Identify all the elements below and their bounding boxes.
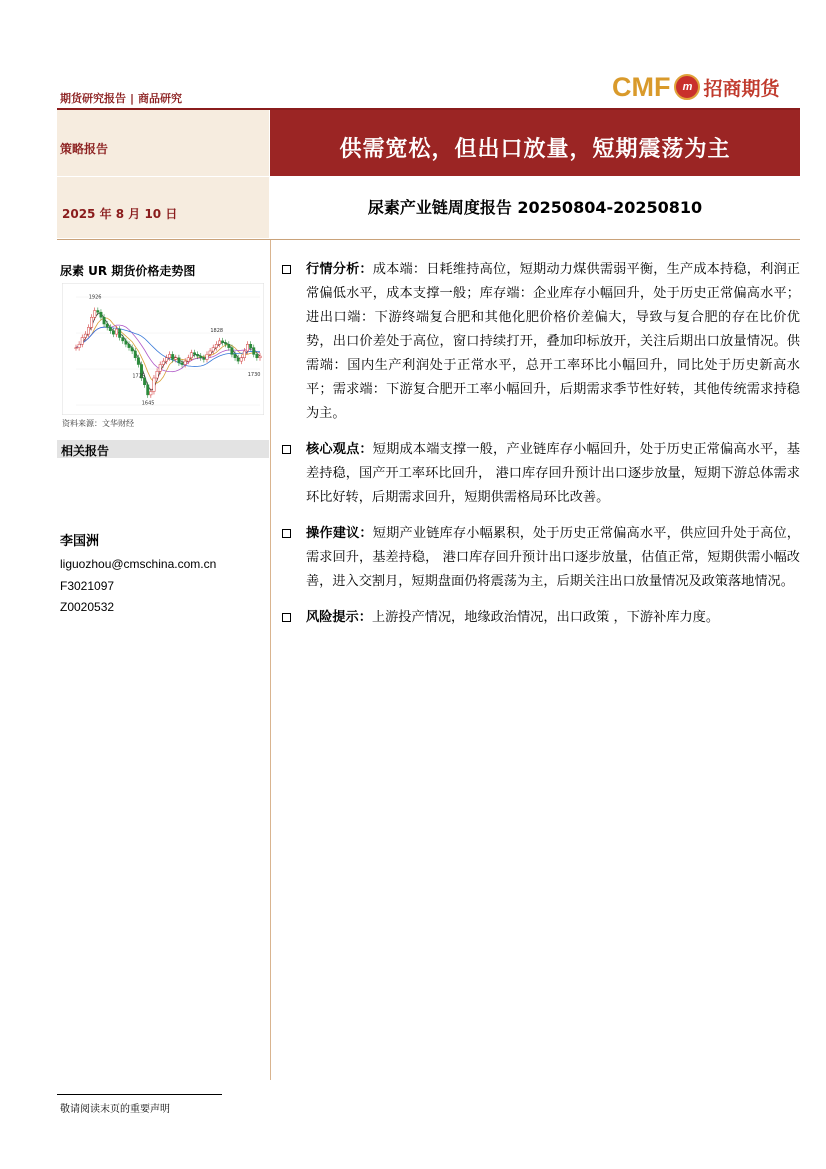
section-risk-warning bbox=[280, 606, 800, 630]
candle-body bbox=[231, 348, 233, 355]
candle-body bbox=[237, 358, 239, 361]
candle-body bbox=[253, 348, 255, 355]
candle-body bbox=[168, 354, 170, 357]
logo-company-name: 招商期货 bbox=[703, 77, 780, 100]
candle-body bbox=[122, 338, 124, 341]
candle-body bbox=[103, 317, 105, 324]
candle-body bbox=[256, 354, 258, 357]
title-rule bbox=[57, 239, 800, 240]
chart-source: 资料来源：文华财经 bbox=[62, 419, 134, 428]
candle-body bbox=[159, 365, 161, 372]
candle-body bbox=[184, 361, 186, 364]
candle-body bbox=[203, 358, 205, 360]
price-label: 1828 bbox=[210, 327, 224, 334]
report-type-b: 商品研究 bbox=[138, 92, 183, 105]
candle-body bbox=[249, 344, 251, 347]
candle-body bbox=[228, 344, 230, 347]
candle-body bbox=[156, 371, 158, 378]
report-category: 策略报告 bbox=[60, 142, 109, 156]
candle-body bbox=[128, 344, 130, 347]
section-text: 短期产业链库存小幅累积，处于历史正常偏高水平，供应回升处于高位，需求回升，基差持稳， 港口库存回升预计出口逐步放量，估值正常，短期供需小幅改善，进入交割月，短期盘面仍将震荡为主，后期关注出口放量情况及政策落地情况。 bbox=[306, 526, 800, 589]
column-divider bbox=[270, 240, 271, 1080]
price-chart-svg bbox=[62, 283, 264, 415]
candle-body bbox=[106, 324, 108, 327]
candle-body bbox=[115, 329, 117, 334]
candle-body bbox=[190, 353, 192, 358]
candle-body bbox=[196, 354, 198, 356]
section-text: 短期成本端支撑一般，产业链库存小幅回升，处于历史正常偏高水平，基差持稳，国产开工率环比回升， 港口库存回升预计出口逐步放量，短期下游总体需求环比好转，后期需求回升，短期供需格局环比改善。 bbox=[306, 442, 800, 505]
checkbox-bullet-icon bbox=[282, 529, 291, 538]
candle-body bbox=[209, 351, 211, 354]
candle-body bbox=[94, 311, 96, 318]
related-reports-header: 相关报告 bbox=[57, 440, 269, 458]
company-logo bbox=[612, 70, 780, 104]
candle-body bbox=[206, 354, 208, 359]
candle-body bbox=[171, 354, 173, 359]
candle-body bbox=[162, 361, 164, 364]
candle-body bbox=[84, 334, 86, 337]
separator: | bbox=[130, 92, 135, 105]
price-label: 1730 bbox=[247, 371, 261, 378]
section-operation-advice bbox=[280, 522, 800, 594]
candle-body bbox=[246, 344, 248, 351]
candle-body bbox=[81, 338, 83, 345]
candle-body bbox=[212, 348, 214, 351]
section-core-view bbox=[280, 438, 800, 510]
candle-body bbox=[221, 341, 223, 343]
checkbox-bullet-icon bbox=[282, 613, 291, 622]
logo-badge-icon: m bbox=[674, 74, 700, 100]
candle-body bbox=[87, 327, 89, 334]
candle-body bbox=[178, 358, 180, 363]
candle-body bbox=[234, 354, 236, 357]
main-content bbox=[280, 258, 800, 642]
candle-body bbox=[165, 358, 167, 361]
report-type bbox=[60, 90, 182, 106]
candle-body bbox=[97, 311, 99, 313]
page-title: 供需宽松，但出口放量，短期震荡为主 bbox=[339, 136, 731, 162]
candle-body bbox=[240, 358, 242, 361]
candle-body bbox=[109, 327, 111, 330]
checkbox-bullet-icon bbox=[282, 265, 291, 274]
candle-body bbox=[215, 344, 217, 347]
meta-divider bbox=[57, 176, 269, 177]
candle-body bbox=[125, 341, 127, 344]
page-subtitle: 尿素产业链周度报告 20250804-20250810 bbox=[367, 198, 703, 217]
report-date: 2025 年 8 月 10 日 bbox=[62, 207, 178, 221]
price-label: 1645 bbox=[141, 400, 155, 407]
chart-title: 尿素 UR 期货价格走势图 bbox=[60, 264, 196, 278]
candle-body bbox=[218, 341, 220, 344]
candle-body bbox=[118, 329, 120, 337]
candle-body bbox=[147, 385, 149, 395]
analyst-name: 李国洲 bbox=[60, 534, 100, 549]
section-label: 核心观点： bbox=[306, 442, 373, 457]
section-label: 行情分析： bbox=[306, 262, 373, 277]
candle-body bbox=[131, 348, 133, 351]
footer-disclaimer: 敬请阅读末页的重要声明 bbox=[60, 1104, 170, 1115]
candle-body bbox=[153, 378, 155, 392]
price-chart bbox=[62, 283, 264, 415]
price-label: 1725 bbox=[132, 373, 146, 380]
candle-body bbox=[134, 351, 136, 358]
candle-body bbox=[100, 312, 102, 317]
logo-cmf: CMF bbox=[612, 71, 671, 102]
candle-body bbox=[137, 358, 139, 365]
analyst-email[interactable]: liguozhou@cmschina.com.cn bbox=[60, 557, 217, 571]
candle-body bbox=[181, 363, 183, 365]
section-market-analysis bbox=[280, 258, 800, 426]
report-type-a: 期货研究报告 bbox=[60, 92, 126, 105]
candle-body bbox=[175, 358, 177, 360]
analyst-license-f: F3021097 bbox=[60, 579, 115, 593]
footer-rule bbox=[57, 1094, 222, 1095]
candle-body bbox=[259, 356, 261, 358]
section-label: 操作建议： bbox=[306, 526, 373, 541]
section-text: 成本端：日耗维持高位，短期动力煤供需弱平衡，生产成本持稳，利润正常偏低水平，成本支撑一般；库存端：企业库存小幅回升，处于历史正常偏高水平；进出口端：下游终端复合肥和其他化肥价格价差偏大，导致与复合肥的存在比价优势，出口价差处于高位，窗口持续打开，叠加印标放开，关注后期出口放量情况。供需端：国内生产利润处于正常水平，总开工率环比小幅回升，同比处于历史新高水平；需求端：下游复合肥开工率小幅回升，后期需求季节性好转，其他传统需求持稳为主。 bbox=[306, 262, 800, 421]
candle-body bbox=[200, 356, 202, 358]
candle-body bbox=[224, 343, 226, 345]
candle-body bbox=[150, 392, 152, 395]
candle-body bbox=[90, 317, 92, 327]
candle-body bbox=[112, 331, 114, 334]
analyst-license-z: Z0020532 bbox=[60, 600, 115, 614]
section-text: 上游投产情况，地缘政治情况，出口政策 ，下游补库力度。 bbox=[371, 610, 720, 625]
section-label: 风险提示： bbox=[306, 610, 372, 625]
candle-body bbox=[193, 353, 195, 355]
checkbox-bullet-icon bbox=[282, 445, 291, 454]
candle-body bbox=[187, 358, 189, 361]
candle-body bbox=[78, 344, 80, 347]
chart-background bbox=[62, 283, 264, 415]
price-label: 1926 bbox=[88, 294, 102, 301]
candle-body bbox=[75, 348, 77, 349]
candle-body bbox=[243, 351, 245, 358]
